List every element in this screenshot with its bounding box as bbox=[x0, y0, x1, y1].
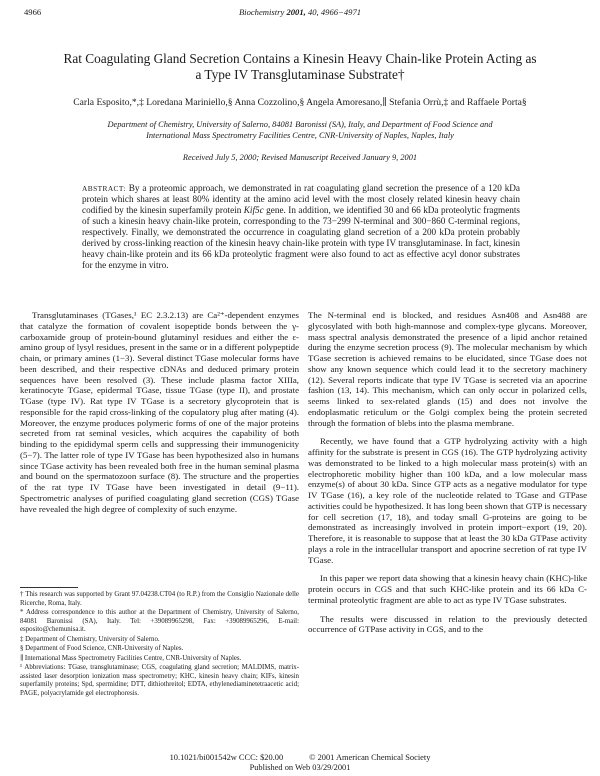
body-column-left bbox=[20, 310, 299, 514]
footer-doi: 10.1021/bi001542w CCC: $20.00 bbox=[169, 753, 284, 762]
footnotes bbox=[20, 591, 299, 698]
footnote-affiliation-mass-spec: ∥ International Mass Spectrometry Facilities Centre, CNR-University of Naples. bbox=[20, 654, 242, 662]
footnote-correspondence: * Address correspondence to this author at the Department of Chemistry, University of Salerno, 84081 Baronissi (SA), Italy. Tel: +39089965298, Fax: +39089965296, E-mail: esposito@chemunisa.it. bbox=[20, 609, 299, 633]
author-list: Carla Esposito,*,‡ Loredana Mariniello,§ Anna Cozzolino,§ Angela Amoresano,∥ Stefania Orrù,‡ and Raffaele Porta§ bbox=[73, 97, 527, 108]
footnote-funding: † This research was supported by Grant 97.04238.CT04 (to R.P.) from the Consiglio Nazionale delle Ricerche, Roma, Italy. bbox=[20, 591, 299, 607]
journal-year: 2001, bbox=[286, 7, 306, 17]
affiliation-line-1: Department of Chemistry, University of Salerno, 84081 Baronissi (SA), Italy, and Department of Food Science and bbox=[107, 120, 493, 129]
page-number: 4966 bbox=[24, 7, 42, 17]
footnote-affiliation-chemistry: ‡ Department of Chemistry, University of Salerno. bbox=[20, 635, 160, 643]
footnote-affiliation-food-science: § Department of Food Science, CNR-University of Naples. bbox=[20, 645, 184, 652]
affiliations bbox=[60, 120, 540, 141]
received-dates: Received July 5, 2000; Revised Manuscript Received January 9, 2001 bbox=[182, 153, 418, 162]
intro-paragraph-5: The results were discussed in relation to the previously detected occurrence of GTPase activity in CGS, and to the bbox=[308, 613, 587, 635]
abstract-text-b: gene. In addition, we identified 30 and 66 kDa proteolytic fragments of such a kinesin heavy chain-like protein, corresponding to the 73−299 N-terminal and 300−860 C-terminal regions, respectively. Finally, we demonstrated the occurrence in coagulating gland secretion of a 200 kDa protein probably derived by cross-linking reaction of the kinesin heavy chain-like protein with type IV transglutaminase. In fact, kinesin heavy chain-like protein and its 66 kDa proteolytic fragment were also found to act as effective acyl donor substrates for the enzyme in vitro. bbox=[82, 205, 520, 271]
body-column-right bbox=[308, 310, 587, 635]
intro-paragraph-1: Transglutaminases (TGases,¹ EC 2.3.2.13) are Ca²⁺-dependent enzymes that catalyze the formation of covalent isopeptide bonds between the γ-carboxamide group of protein-bound glutaminyl residues and either the ε-amino group of lysyl residues, present in the same or in a different polypeptide chain, or primary amines (1−3). Several distinct TGase molecular forms have been described, and their respective cDNAs and deduced primary protein sequences have been resolved (3). These include plasma factor XIIIa, keratinocyte TGase, epidermal TGase, tissue TGase (type II), and prostate TGase (type IV). Rat type IV TGase is a secretory glycoprotein that is responsible for the rapid cross-linking of the copulatory plug after mating (4). Moreover, the enzyme produces polymeric forms of one of the major proteins secreted from rat seminal vesicles, which acquires the capability of both binding to the epididymal sperm cells and suppressing their immunogenicity (5−7). The latter role of type IV TGase has been hypothesized also in humans since TGase activity has been revealed both free in the human seminal plasma and bound on the spermatozoon surface (8). The structure and the properties of the rat type IV TGase have been investigated in detail (9−11). Spectrometric analyses of purified coagulating gland secretion (CGS) TGase have revealed the high degree of complexity of such enzyme. bbox=[20, 310, 299, 514]
running-header bbox=[0, 7, 600, 17]
abstract-gene-name: Kif5c bbox=[243, 205, 264, 216]
footer-copyright: © 2001 American Chemical Society bbox=[309, 753, 431, 762]
footnote-divider bbox=[20, 587, 78, 588]
intro-paragraph-4: In this paper we report data showing that a kinesin heavy chain (KHC)-like protein occurs in CGS and that such KHC-like protein and its 66 kDa C-terminal proteolytic fragment are able to act as type IV TGase substrates. bbox=[308, 573, 587, 605]
footer-published: Published on Web 03/29/2001 bbox=[249, 763, 351, 772]
affiliation-line-2: International Mass Spectrometry Facilities Centre, CNR-University of Naples, Naples, Italy bbox=[146, 130, 454, 140]
article-title: Rat Coagulating Gland Secretion Contains a Kinesin Heavy Chain-like Protein Acting as a Type IV Transglutaminase Substrate† bbox=[63, 51, 537, 82]
footer-doi-line bbox=[0, 753, 600, 762]
abstract-text-a: By a proteomic approach, we demonstrated in rat coagulating gland secretion the presence of a 120 kDa protein which shares at least 80% identity at the amino acid level with the most closely related kinesin heavy chain codified by the kinesin superfamily protein bbox=[82, 183, 521, 216]
journal-pages: 4966−4971 bbox=[320, 7, 362, 17]
intro-paragraph-2: The N-terminal end is blocked, and residues Asn408 and Asn488 are glycosylated with both high-mannose and complex-type glycans. Moreover, mass spectral analysis demonstrated the presence of a lipid anchor retained during the enzyme secretion process (9). The molecular mechanism by which TGase secretion is achieved remains to be elucidated, since TGase does not show any known sequence which could lead it to the secretory machinery (12). Several reports indicate that type IV TGase is secreted via an apocrine fashion (13, 14). This mechanism, which can only occur in polarized cells, seems linked to sex-related glands (15) and does not involve the endoplasmatic reticulum or the Golgi complex being the protein secreted through the formation of blebs into the plasma membrane. bbox=[308, 310, 587, 428]
journal-volume: 40, bbox=[307, 7, 319, 17]
footnote-abbreviations: ¹ Abbreviations: TGase, transglutaminase; CGS, coagulating gland secretion; MALDIMS, matrix-assisted laser desorption ionization mass spectrometry; KHC, kinesin heavy chain; KIFs, kinesin superfamily proteins; Spd, spermidine; DTT, dithiothreitol; EDTA, ethylenediaminetetraacetic acid; PAGE, polyacrylamide gel electrophoresis. bbox=[20, 664, 299, 697]
journal-name: Biochemistry bbox=[238, 7, 285, 17]
abstract-label: ABSTRACT: bbox=[82, 184, 126, 193]
intro-paragraph-3: Recently, we have found that a GTP hydrolyzing activity with a high affinity for the substrate is present in CGS (16). The GTP hydrolyzing activity was demonstrated to be linked to a high molecular mass protein(s) with an electrophoretic mobility higher than 100 kDa, and a low molecular mass enzyme(s) of about 30 kDa. Since GTP acts as a negative modulator for type IV TGase (16), a key role of the nucleotide related to TGase and GTPase activities could be hypothesized. It has long been shown that GTP is necessary for cell secretion (17, 18), and today small G-proteins are going to be demonstrated as increasingly involved in protein import−export (19, 20). Therefore, it is reasonable to suppose that at least the 30 kDa GTPase activity plays a role in the intracellular transport and apocrine secretion of rat type IV TGase. bbox=[308, 436, 587, 565]
abstract bbox=[82, 183, 520, 271]
